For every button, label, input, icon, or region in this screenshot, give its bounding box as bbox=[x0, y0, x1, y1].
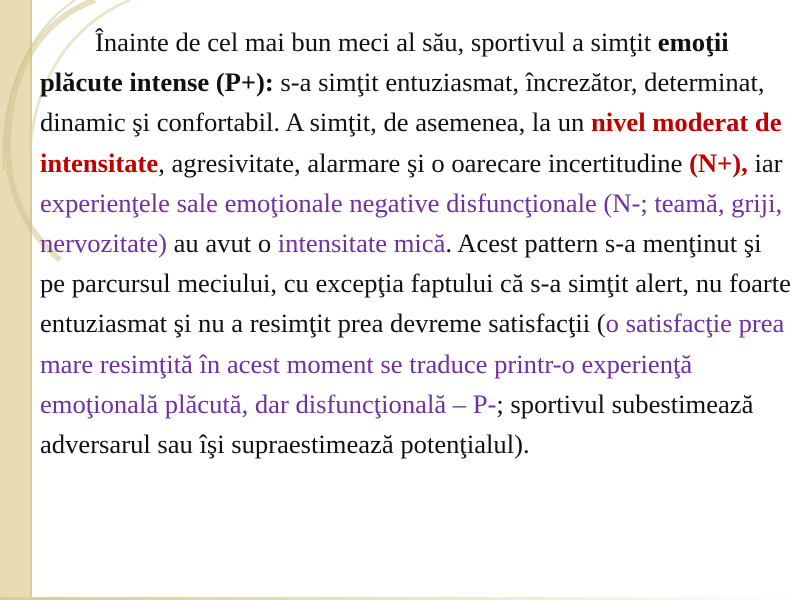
body-paragraph bbox=[40, 22, 792, 464]
text-segment: ; sportivul subestimează adversarul sau îşi supraestimează potenţialul). bbox=[40, 388, 754, 460]
text-segment: . Acest pattern s-a menţinut şi pe parcursul meciului, cu excepţia faptului că s-a simţit alert, nu foarte entuziasmat şi nu a resimţit prea devreme satisfacţii ( bbox=[40, 228, 791, 339]
highlight-satisfaction-note: o satisfacţie prea mare resimţită în acest moment se traduce printr-o experienţă emoţională plăcută, dar disfuncţională – P- bbox=[40, 308, 785, 419]
text-segment: iar bbox=[747, 147, 783, 178]
highlight-moderate-intensity: nivel moderat de intensitate bbox=[40, 107, 782, 178]
text-segment: Înainte de cel mai bun meci al său, sportivul a simţit bbox=[95, 27, 658, 57]
highlight-low-intensity: intensitate mică bbox=[277, 228, 446, 259]
text-segment: , agresivitate, alarmare şi o oarecare incertitudine bbox=[158, 147, 690, 178]
text-segment: s-a simţit entuziasmat, încrezător, determinat, dinamic şi confortabil. A simţit, de asemenea, la un bbox=[40, 67, 765, 138]
text-segment: au avut o bbox=[166, 228, 278, 259]
highlight-negative-experiences: experienţele sale emoţionale negative disfuncţionale (N-; teamă, griji, nervozitate) bbox=[40, 187, 783, 259]
emphasis-positive-emotions: emoţii plăcute intense (P+): bbox=[40, 27, 729, 98]
highlight-n-plus: (N+), bbox=[689, 147, 748, 178]
